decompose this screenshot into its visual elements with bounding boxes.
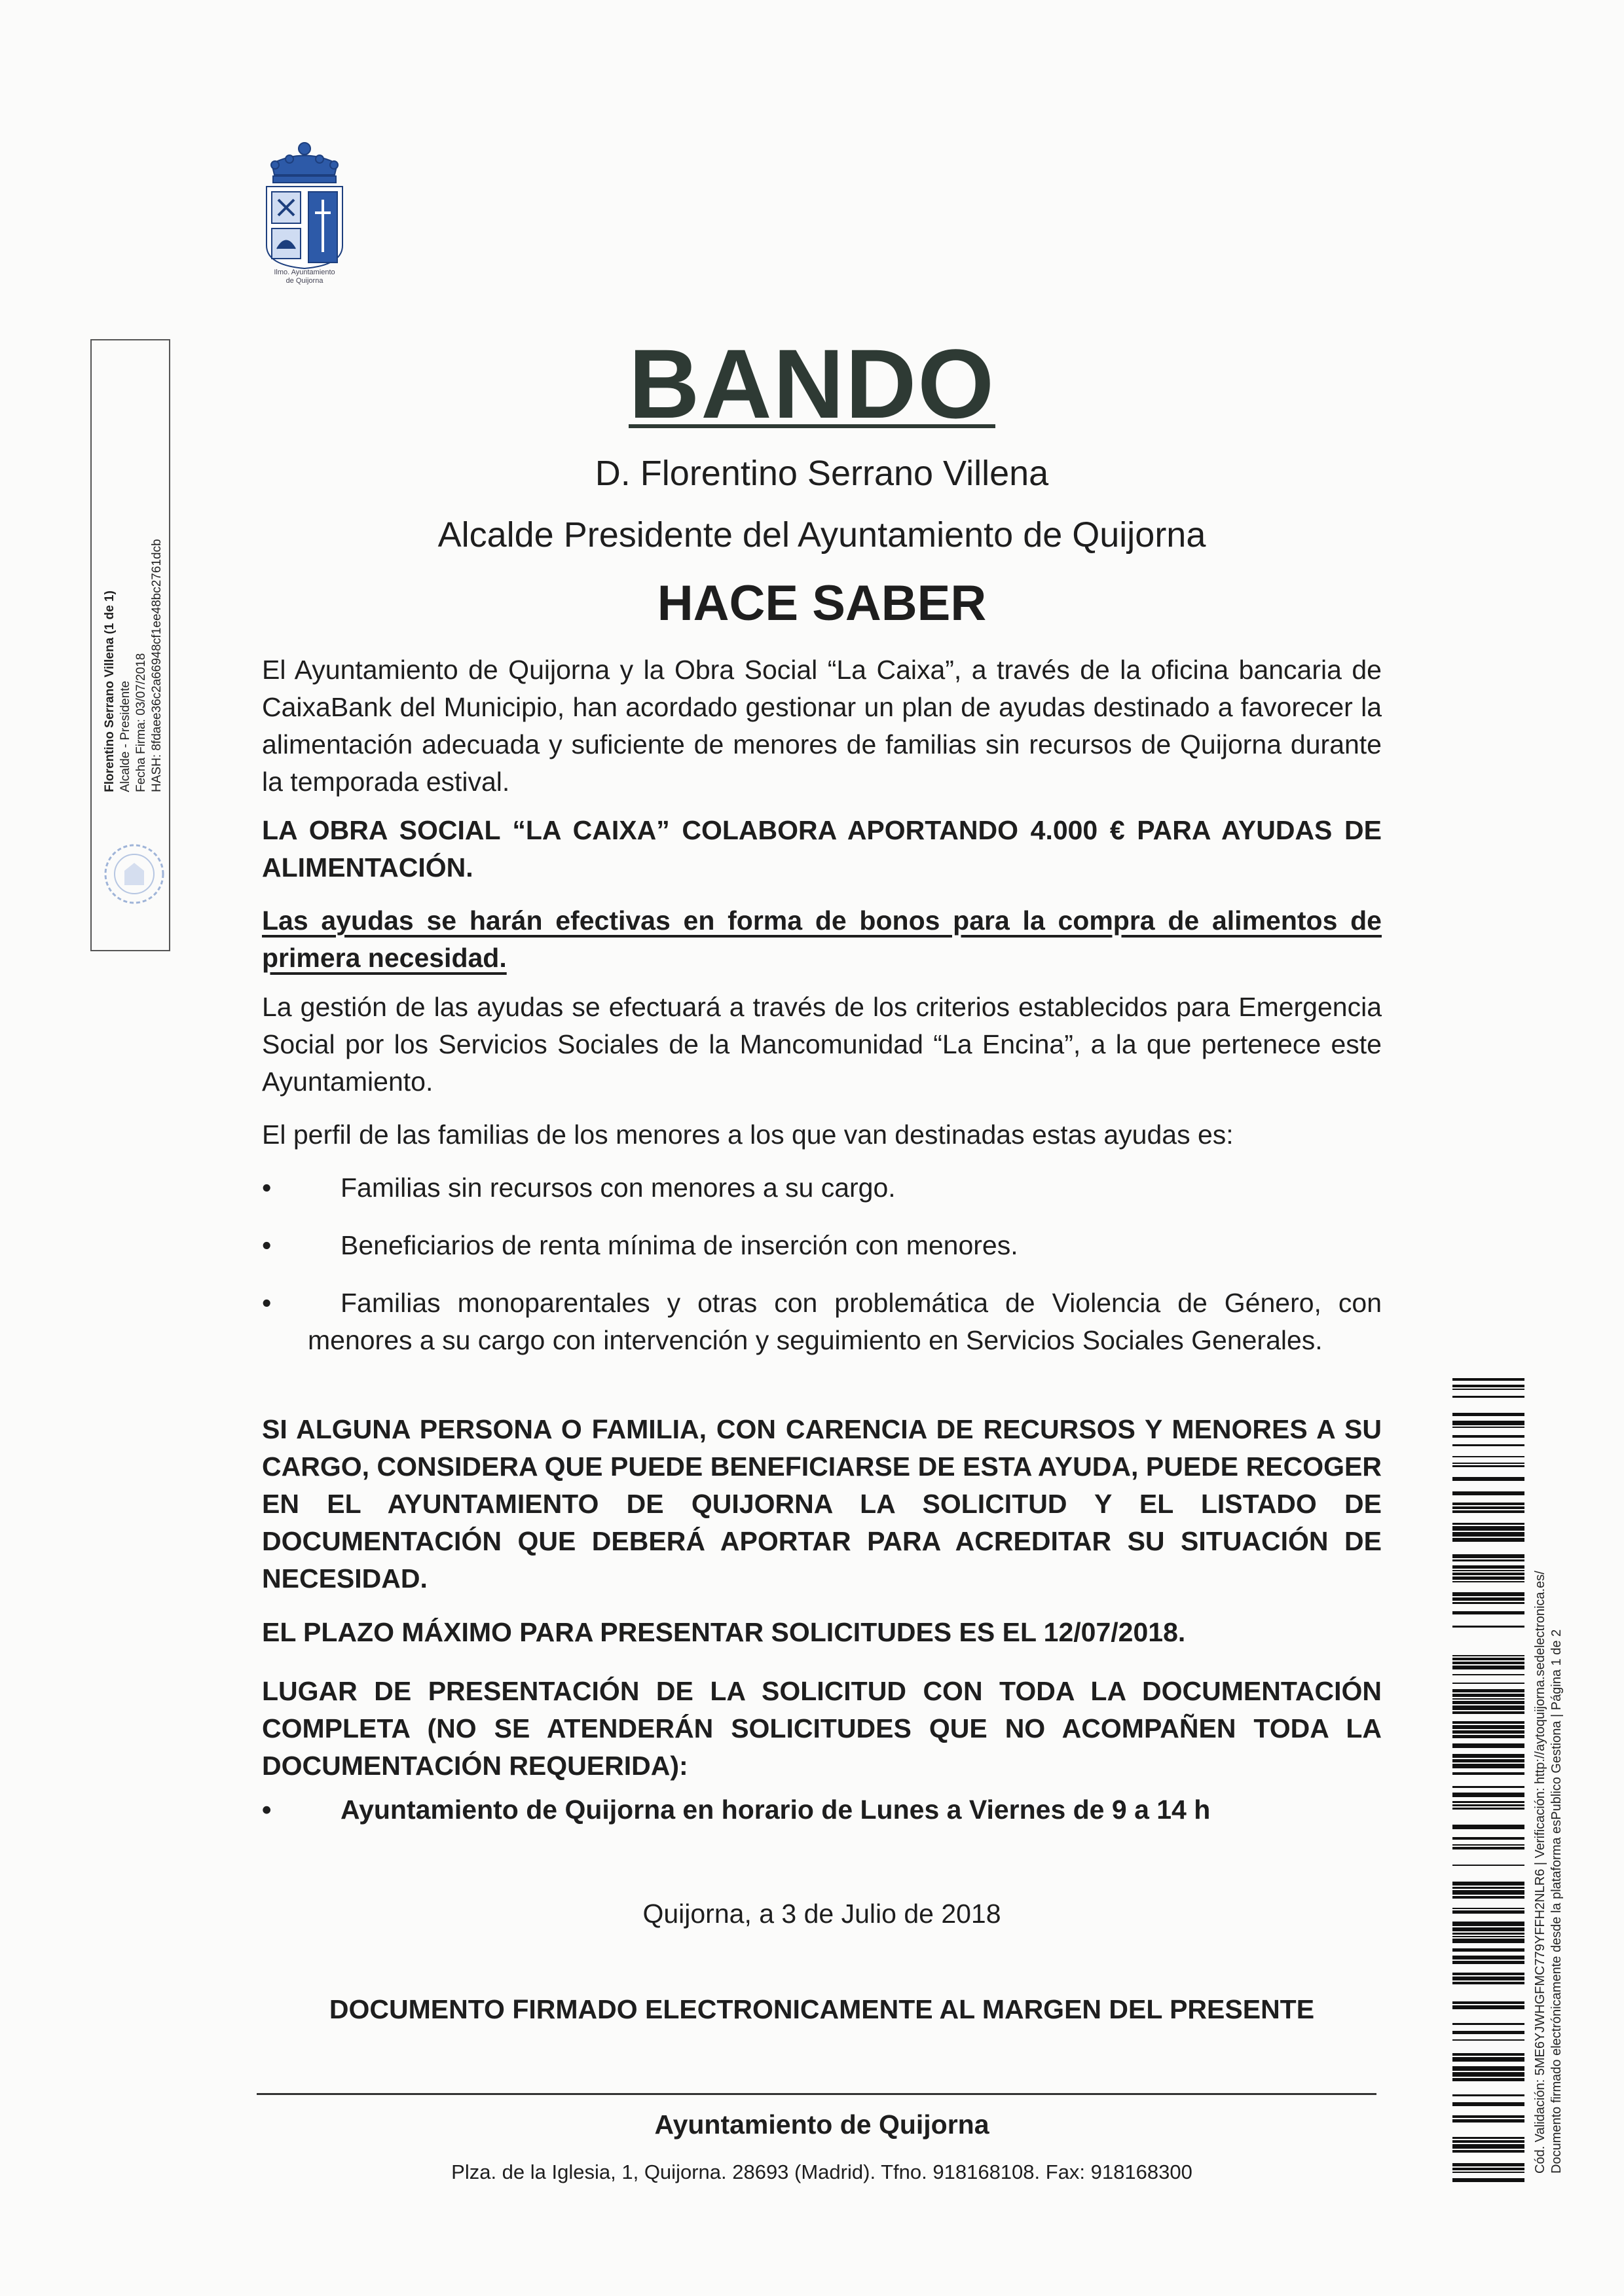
barcode-bar [1452,1927,1524,1931]
barcode-bar [1452,1538,1524,1542]
barcode-bar [1452,2057,1524,2062]
barcode-bar [1452,1526,1524,1531]
list-item: • Familias monoparentales y otras con problemática de Violencia de Género, con menores a su cargo con intervención y seguimiento en Servicios Sociales Generales. [262,1285,1382,1402]
barcode-bar [1452,1694,1524,1697]
barcode-bar [1452,1754,1524,1758]
bullet-icon: • [262,1795,272,1825]
barcode-bar [1452,1910,1524,1914]
barcode-bar [1452,1847,1524,1850]
barcode-bar [1452,1421,1524,1425]
barcode-bar [1452,1570,1524,1571]
barcode-bar [1452,2023,1524,2025]
list-item: • Familias sin recursos con menores a su cargo. [262,1169,1382,1209]
barcode-bar [1452,1735,1524,1738]
barcode-bar [1452,2053,1524,2056]
barcode-bar [1452,1786,1524,1788]
barcode-bar [1452,1808,1524,1810]
barcode-bar [1452,1882,1524,1886]
page-title: BANDO [629,329,995,439]
barcode-bar [1452,1890,1524,1895]
barcode-bar [1452,1689,1524,1692]
footer-name: Ayuntamiento de Quijorna [654,2109,989,2140]
bullet-icon: • [262,1230,272,1260]
barcode-bar [1452,1658,1524,1660]
barcode-bar [1452,1506,1524,1509]
barcode-bar [1452,1456,1524,1457]
barcode-bar [1452,2119,1524,2123]
bonos-paragraph: Las ayudas se harán efectivas en forma de bonos para la compra de alimentos de primera necesidad. [262,905,1382,973]
barcode-bar [1452,2078,1524,2081]
barcode-bar [1452,1666,1524,1669]
barcode-bar [1452,1956,1524,1959]
barcode-bar [1452,1674,1524,1675]
place-and-date: Quijorna, a 3 de Julio de 2018 [642,1899,1001,1929]
barcode-bar [1452,1933,1524,1935]
barcode-bar [1452,1503,1524,1505]
barcode-bar [1452,1435,1524,1438]
barcode-bar [1452,1865,1524,1866]
barcode-bar [1452,1427,1524,1428]
barcode-bar [1452,1977,1524,1980]
barcode-bar [1452,1655,1524,1656]
barcode-bar [1452,1532,1524,1537]
official-role: Alcalde Presidente del Ayuntamiento de Quijorna [437,515,1206,555]
barcode-bar [1452,2066,1524,2071]
barcode-bar [1452,1559,1524,1561]
signer-name: Florentino Serrano Villena (1 de 1) [103,591,117,792]
barcode-bar [1452,2115,1524,2118]
barcode-bar [1452,1683,1524,1684]
barcode-bar [1452,1554,1524,1558]
barcode-bar [1452,1743,1524,1748]
barcode-bar [1452,1721,1524,1724]
barcode-bar [1452,1844,1524,1846]
list-item: • Ayuntamiento de Quijorna en horario de Lunes a Viernes de 9 a 14 h [262,1791,1382,1831]
barcode-bar [1452,1602,1524,1604]
signer-role: Alcalde - Presidente [119,680,132,792]
bullet-icon: • [262,1288,272,1318]
barcode-bar [1452,2168,1524,2170]
barcode-bar [1452,1463,1524,1464]
barcode-bar [1452,1801,1524,1803]
barcode-bar [1452,2172,1524,2173]
signature-hash: HASH: 8fdaee36c2a66948cf1ee48bc2761dcb [150,539,164,792]
barcode-bar [1452,1701,1524,1704]
barcode-bar [1452,1961,1524,1964]
barcode-bar [1452,1759,1524,1762]
barcode-bar [1452,1982,1524,1984]
barcode-bar [1452,1413,1524,1416]
crest-caption: Ilmo. Ayuntamiento de Quijorna [274,268,335,285]
barcode-bar [1452,2005,1524,2009]
footer-divider [257,2093,1376,2095]
gestion-paragraph: La gestión de las ayudas se efectuará a través de los criterios establecidos para Emergencia Social por los Servicios Sociales de la Mancomunidad “La Encina”, a la que pertenece este Ayuntamiento. [262,992,1382,1097]
barcode-bar [1452,1510,1524,1513]
validation-barcode [1452,1378,1524,2183]
barcode-bar [1452,1711,1524,1714]
barcode-bar [1452,1939,1524,1943]
announcement-heading: HACE SABER [657,575,987,631]
barcode-bar [1452,1597,1524,1601]
validation-platform: Documento firmado electrónicamente desde la plataforma esPublico Gestiona | Página 1 de 2 [1549,1629,1564,2174]
barcode-bar [1452,1825,1524,1829]
barcode-bar [1452,1698,1524,1700]
barcode-bar [1452,1922,1524,1926]
barcode-bar [1452,2140,1524,2143]
barcode-bar [1452,1565,1524,1569]
barcode-bar [1452,1626,1524,1628]
intro-paragraph: El Ayuntamiento de Quijorna y la Obra Social “La Caixa”, a través de la oficina bancaria de CaixaBank del Municipio, han acordado gestionar un plan de ayudas destinado a favorecer la alimentación adecuada y suficiente de menores de familias sin recursos de Quijorna durante la temporada estival. [262,655,1382,797]
barcode-bar [1452,2039,1524,2041]
barcode-bar [1452,1611,1524,1614]
plazo-paragraph: EL PLAZO MÁXIMO PARA PRESENTAR SOLICITUDES ES EL 12/07/2018. [262,1617,1186,1647]
barcode-bar [1452,1581,1524,1582]
solicitud-paragraph: SI ALGUNA PERSONA O FAMILIA, CON CARENCIA DE RECURSOS Y MENORES A SU CARGO, CONSIDERA QUE PUEDE BENEFICIARSE DE ESTA AYUDA, PUEDE RECOGER EN EL AYUNTAMIENTO DE QUIJORNA LA SOLICITUD Y EL LISTADO DE DOCUMENTACIÓN QUE DEBERÁ APORTAR PARA ACREDITAR SU SITUACIÓN DE NECESIDAD. [262,1414,1382,1594]
barcode-bar [1452,1764,1524,1768]
barcode-bar [1452,1491,1524,1495]
barcode-bar [1452,2144,1524,2149]
barcode-bar [1452,1477,1524,1481]
barcode-bar [1452,1887,1524,1889]
barcode-bar [1452,1523,1524,1525]
barcode-bar [1452,2001,1524,2004]
barcode-bar [1452,1908,1524,1909]
barcode-bar [1452,1772,1524,1775]
barcode-bar [1452,1730,1524,1734]
barcode-bar [1452,2094,1524,2096]
barcode-bar [1452,1793,1524,1797]
barcode-bar [1452,1804,1524,1806]
barcode-bar [1452,1837,1524,1840]
barcode-bar [1452,1662,1524,1664]
barcode-bar [1452,1396,1524,1398]
bullet-icon: • [262,1173,272,1203]
footer-address: Plza. de la Iglesia, 1, Quijorna. 28693 (Madrid). Tfno. 918168108. Fax: 918168300 [451,2160,1192,2183]
barcode-bar [1452,2137,1524,2139]
signed-note: DOCUMENTO FIRMADO ELECTRONICAMENTE AL MARGEN DEL PRESENTE [329,1994,1315,2024]
signature-seal-icon [98,838,170,910]
signature-date: Fecha Firma: 03/07/2018 [134,653,148,792]
barcode-bar [1452,2178,1524,2182]
barcode-bar [1452,1896,1524,1899]
barcode-bar [1452,2102,1524,2106]
barcode-bar [1452,1573,1524,1575]
barcode-bar [1452,2163,1524,2166]
barcode-bar [1452,1725,1524,1729]
barcode-bar [1452,1378,1524,1381]
caixa-contribution-paragraph: LA OBRA SOCIAL “LA CAIXA” COLABORA APORTANDO 4.000 € PARA AYUDAS DE ALIMENTACIÓN. [262,815,1382,883]
barcode-bar [1452,2150,1524,2153]
barcode-bar [1452,1705,1524,1710]
lugar-paragraph: LUGAR DE PRESENTACIÓN DE LA SOLICITUD CON TODA LA DOCUMENTACIÓN COMPLETA (NO SE ATENDERÁN SOLICITUDES QUE NO ACOMPAÑEN TODA LA DOCUMENTACIÓN REQUERIDA): [262,1676,1382,1781]
list-item: • Beneficiarios de renta mínima de inserción con menores. [262,1227,1382,1266]
perfil-intro: El perfil de las familias de los menores a los que van destinadas estas ayudas es: [262,1120,1234,1150]
barcode-bar [1452,1389,1524,1390]
barcode-bar [1452,1948,1524,1952]
barcode-bar [1452,2072,1524,2077]
signature-details [102,399,165,792]
validation-code: Cód. Validación: 5ME6YJWHGFMC779YFFH2NLR6 | Verificación: http://aytoquijorna.sedelectronica.es/ [1533,1571,1547,2174]
validation-text [1532,1388,1565,2174]
official-name: D. Florentino Serrano Villena [595,454,1049,493]
barcode-bar [1452,1592,1524,1596]
barcode-bar [1452,1385,1524,1387]
barcode-bar [1452,1973,1524,1975]
barcode-bar [1452,1576,1524,1580]
barcode-bar [1452,1465,1524,1467]
barcode-bar [1452,2031,1524,2034]
barcode-bar [1452,1444,1524,1446]
barcode-bar [1452,1936,1524,1937]
